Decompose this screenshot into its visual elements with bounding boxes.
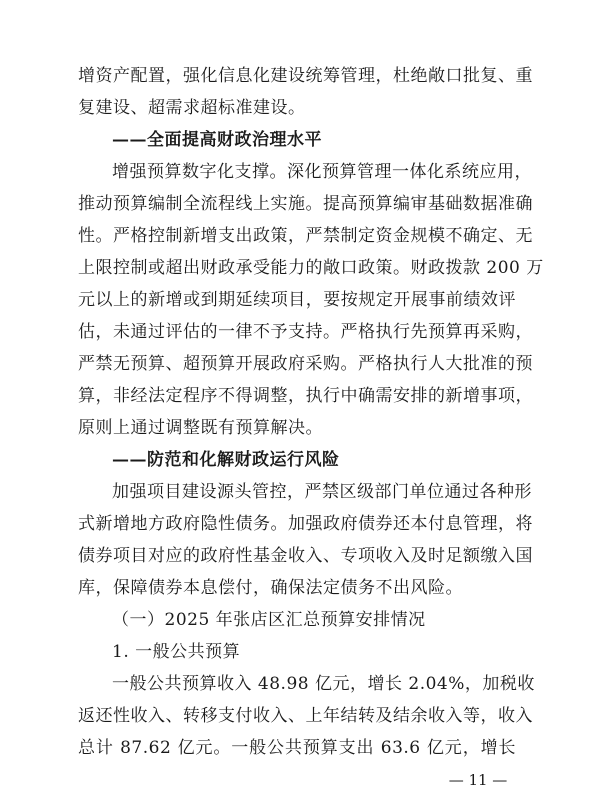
paragraph-line: 返还性收入、转移支付收入、上年结转及结余收入等，收入 (78, 706, 533, 726)
paragraph-line: 推动预算编制全流程线上实施。提高预算编审基础数据准确 (78, 194, 533, 214)
paragraph-line: 算，非经法定程序不得调整，执行中确需安排的新增事项， (78, 386, 533, 406)
paragraph-line: 严禁无预算、超预算开展政府采购。严格执行人大批准的预 (78, 354, 533, 374)
paragraph-line: 总计 87.62 亿元。一般公共预算支出 63.6 亿元，增长 (78, 738, 516, 758)
paragraph-line: 式新增地方政府隐性债务。加强政府债券还本付息管理，将 (78, 514, 533, 534)
paragraph-line: 增资产配置，强化信息化建设统筹管理，杜绝敞口批复、重 (78, 66, 533, 86)
section-heading: （一）2025 年张店区汇总预算安排情况 (112, 610, 426, 630)
paragraph-line: 增强预算数字化支撑。深化预算管理一体化系统应用， (112, 162, 532, 182)
paragraph-line: 上限控制或超出财政承受能力的敞口政策。财政拨款 200 万 (78, 258, 544, 278)
section-heading: ——防范和化解财政运行风险 (112, 450, 340, 470)
paragraph-line: 元以上的新增或到期延续项目，要按规定开展事前绩效评 (78, 290, 516, 310)
paragraph-line: 加强项目建设源头管控，严禁区级部门单位通过各种形 (112, 482, 532, 502)
paragraph-line: 性。严格控制新增支出政策，严禁制定资金规模不确定、无 (78, 226, 533, 246)
paragraph-line: 库，保障债券本息偿付，确保法定债务不出风险。 (78, 578, 463, 598)
section-heading: ——全面提高财政治理水平 (112, 130, 322, 150)
paragraph-line: 原则上通过调整既有预算解决。 (78, 418, 323, 438)
paragraph-line: 一般公共预算收入 48.98 亿元，增长 2.04%，加税收 (112, 674, 535, 694)
page-number: — 11 — (448, 771, 508, 789)
paragraph-line: 估，未通过评估的一律不予支持。严格执行先预算再采购， (78, 322, 533, 342)
paragraph-line: 复建设、超需求超标准建设。 (78, 98, 306, 118)
paragraph-line: 债券项目对应的政府性基金收入、专项收入及时足额缴入国 (78, 546, 533, 566)
subsection-heading: 1. 一般公共预算 (112, 642, 241, 662)
